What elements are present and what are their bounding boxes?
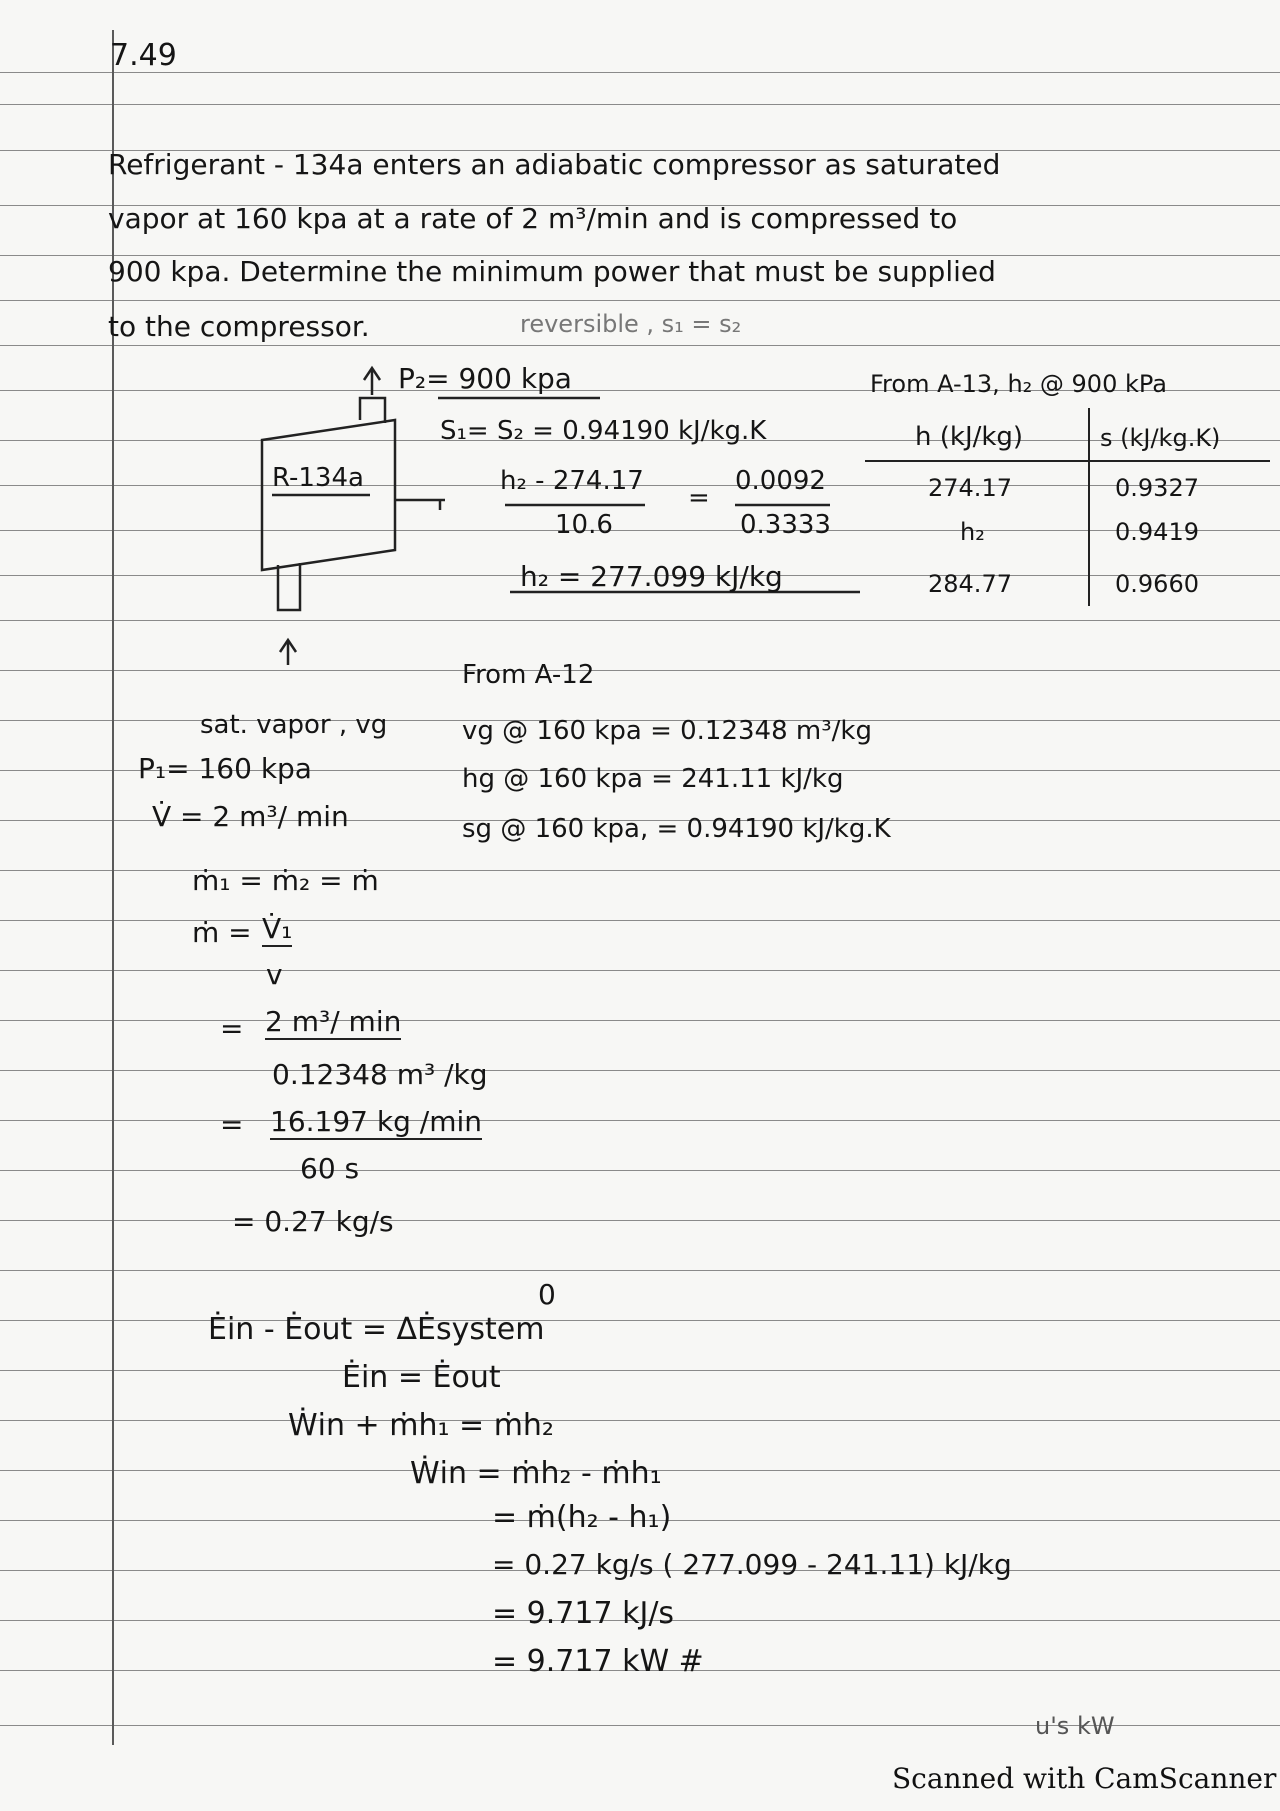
statement-line: vapor at 160 kpa at a rate of 2 m³/min and is compressed to — [108, 202, 958, 235]
problem-number: 7.49 — [110, 38, 177, 73]
h2-result: h₂ = 277.099 kJ/kg — [520, 560, 783, 593]
table-header-divider — [865, 460, 1270, 462]
properties-source: From A-12 — [462, 660, 595, 690]
statement-line: to the compressor. — [108, 310, 370, 343]
zero-mark: 0 — [538, 1278, 556, 1311]
state2-pressure: P₂= 900 kpa — [398, 362, 572, 395]
interp-rhs-denominator: 0.3333 — [740, 510, 831, 540]
calc-denominator: 0.12348 m³ /kg — [272, 1058, 488, 1091]
interp-rhs-numerator: 0.0092 — [735, 466, 826, 496]
property-sg: sg @ 160 kpa, = 0.94190 kJ/kg.K — [462, 814, 891, 844]
mass-flow-equality: ṁ₁ = ṁ₂ = ṁ — [192, 864, 379, 897]
table-cell: 274.17 — [928, 474, 1012, 502]
energy-balance-line: = 0.27 kg/s ( 277.099 - 241.11) kJ/kg — [492, 1548, 1012, 1581]
energy-balance-line: Ẇin + ṁh₁ = ṁh₂ — [288, 1408, 554, 1443]
interp-equals: = — [688, 483, 710, 513]
property-hg: hg @ 160 kpa = 241.11 kJ/kg — [462, 764, 844, 794]
statement-line: 900 kpa. Determine the minimum power that must be supplied — [108, 255, 996, 288]
energy-balance-line: = 9.717 kJ/s — [492, 1596, 675, 1631]
mass-flow-denominator: v — [266, 958, 283, 991]
table-cell: 0.9660 — [1115, 570, 1199, 598]
table-column-divider — [1088, 408, 1090, 606]
energy-balance-line: Ėin - Ėout = ΔĖsystem — [208, 1312, 545, 1347]
energy-balance-line: Ėin = Ėout — [342, 1360, 501, 1395]
table-cell: h₂ — [960, 518, 985, 546]
mass-flow-result: = 0.27 kg/s — [232, 1205, 394, 1238]
state2-entropy: S₁= S₂ = 0.94190 kJ/kg.K — [440, 416, 767, 446]
table-cell: 0.9419 — [1115, 518, 1199, 546]
calc-denominator: 60 s — [300, 1152, 360, 1185]
calc-equals: = — [220, 1108, 244, 1141]
table-cell: 0.9327 — [1115, 474, 1199, 502]
side-note: reversible , s₁ = s₂ — [520, 310, 742, 338]
diagram-label: R-134a — [272, 463, 364, 493]
inlet-title: sat. vapor , vg — [200, 710, 388, 740]
statement-line: Refrigerant - 134a enters an adiabatic compressor as saturated — [108, 148, 1001, 181]
energy-balance-line: Ẇin = ṁh₂ - ṁh₁ — [410, 1456, 662, 1491]
inlet-pressure: P₁= 160 kpa — [138, 752, 312, 785]
interp-lhs-numerator: h₂ - 274.17 — [500, 466, 644, 496]
table-cell: 284.77 — [928, 570, 1012, 598]
table-header: h (kJ/kg) — [915, 422, 1024, 452]
calc-numerator: 16.197 kg /min — [270, 1105, 482, 1138]
table-header: s (kJ/kg.K) — [1100, 424, 1221, 452]
property-vg: vg @ 160 kpa = 0.12348 m³/kg — [462, 716, 872, 746]
calc-numerator: 2 m³/ min — [265, 1005, 402, 1038]
final-answer: = 9.717 kW # — [492, 1644, 704, 1679]
scanner-watermark: Scanned with CamScanner — [892, 1762, 1277, 1795]
table-caption: From A-13, h₂ @ 900 kPa — [870, 370, 1167, 398]
mass-flow-numerator: V̇₁ — [262, 912, 293, 945]
interp-lhs-denominator: 10.6 — [555, 510, 613, 540]
calc-equals: = — [220, 1012, 244, 1045]
inlet-volume-flow: V̇ = 2 m³/ min — [152, 800, 349, 833]
corner-note: u's kW — [1035, 1712, 1115, 1740]
mass-flow-lhs: ṁ = — [192, 916, 252, 949]
energy-balance-line: = ṁ(h₂ - h₁) — [492, 1500, 672, 1535]
